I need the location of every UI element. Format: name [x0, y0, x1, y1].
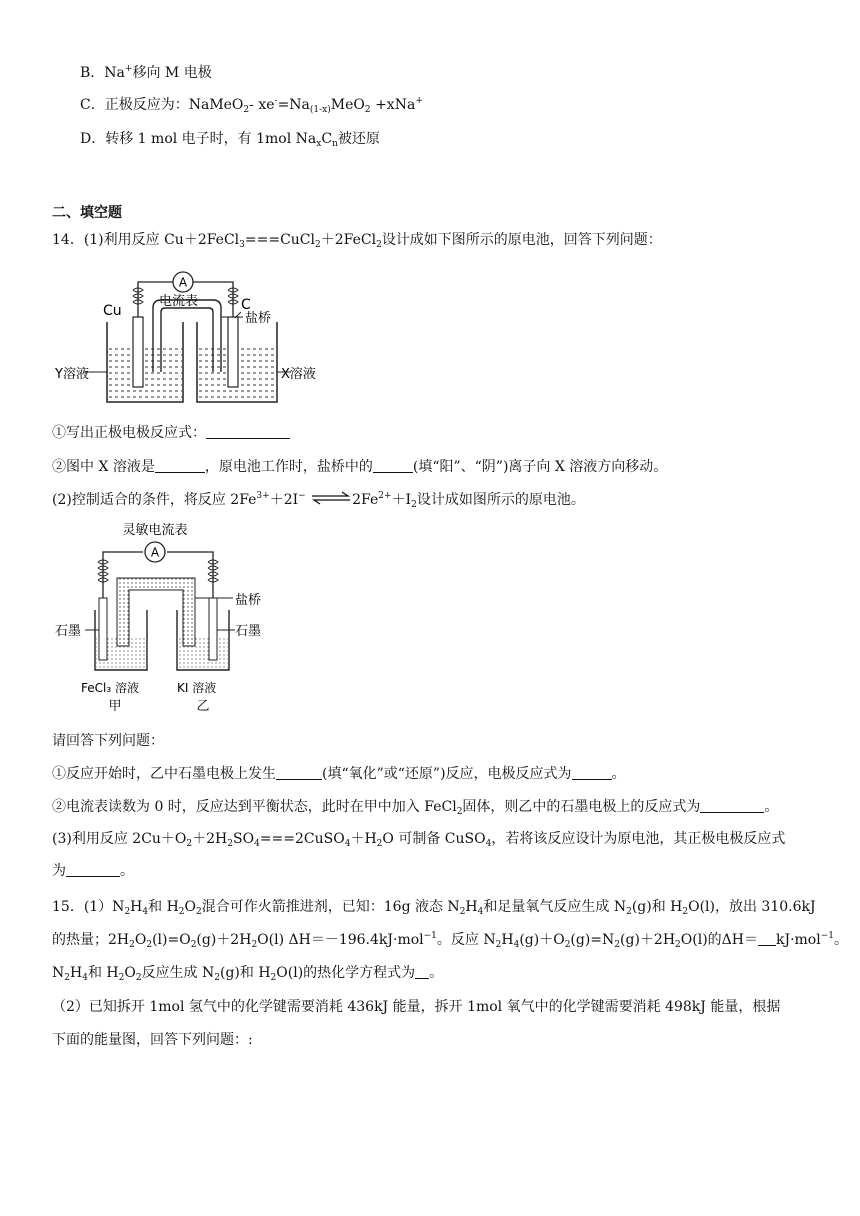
- label-graphite-right: 石墨: [235, 624, 262, 639]
- q14-1-1: ①写出正极电极反应式：: [52, 422, 290, 444]
- ammeter-symbol-2: A: [150, 545, 160, 560]
- section-title: 二、填空题: [52, 205, 122, 221]
- label-salt-bridge-2: 盐桥: [235, 593, 262, 608]
- q14-2-1: ①反应开始时，乙中石墨电极上发生 (填“氧化”或“还原”)反应，电极反应式为 。: [52, 766, 626, 782]
- q14-3: (3)利用反应 $2Cu+O_2+2H_2SO_4===2CuSO_4+H_2O$ 可制备 CuSO$_4$，若将该反应设计为原电池，其正极电极反应式: [52, 831, 786, 849]
- ammeter-symbol: A: [178, 275, 188, 290]
- q15-line4: （2）已知拆开 1mol 氢气中的化学键需要消耗 436kJ 能量，拆开 1mol 氧气中的化学键需要消耗 498kJ 能量，根据: [52, 999, 781, 1015]
- label-jia: 甲: [108, 699, 122, 714]
- option-b: B．Na+移向 M 电极: [80, 64, 212, 81]
- label-yi: 乙: [196, 699, 210, 714]
- q14-2-intro: (2)控制适合的条件，将反应 $2Fe^{3+}+2I^-$ $2Fe^{2+}+I_2$设计成如图所示的原电池。: [52, 491, 585, 510]
- q15-line2: 的热量；$2H_2O_2(l)=O_2(g)+2H_2O(l)$ ΔH＝－196.4kJ·mol$^{-1}$。反应 $N_2H_4(g)+O_2(g)=N_2(g)+2H_2O(l)$的ΔH＝ kJ·mol$^{-1}$。: [52, 931, 848, 950]
- q14-2-2: ②电流表读数为 0 时，反应达到平衡状态，此时在甲中加入 FeCl$_2$固体，则乙中的石墨电极上的反应式为 。: [52, 799, 779, 817]
- q14-2-prompt: 请回答下列问题：: [52, 733, 164, 749]
- galvanic-cell-figure-2: [55, 518, 262, 714]
- q14-1-2: ②图中 X 溶液是 ，原电池工作时，盐桥中的 (填“阳”、“阴”)离子向 X 溶液方向移动。: [52, 459, 668, 475]
- q15-line3: $N_2H_4$和 $H_2O_2$反应生成 $N_2(g)$和 $H_2O(l)$的热化学方程式为 。: [52, 965, 444, 983]
- option-c: C．正极反应为：NaMeO$_2$- $xe^-=Na_{(1-x)}MeO_2 +xNa^+$: [80, 96, 423, 115]
- q15-line5: 下面的能量图，回答下列问题：:: [52, 1032, 253, 1048]
- q14-intro: 14．(1)利用反应 Cu＋2FeCl$_3$===CuCl$_2$＋2FeCl$_2$设计成如下图所示的原电池，回答下列问题：: [52, 232, 662, 250]
- ammeter-label: 电流表: [159, 294, 199, 309]
- label-ki-solution: KI 溶液: [177, 681, 217, 695]
- galvanic-cell-figure-1: [55, 262, 335, 412]
- label-fecl3-solution: FeCl₃ 溶液: [81, 681, 139, 695]
- label-graphite-left: 石墨: [55, 624, 82, 639]
- label-y-solution: Y溶液: [55, 367, 89, 382]
- label-salt-bridge: 盐桥: [245, 311, 272, 326]
- option-d: D．转移 1 mol 电子时，有 1mol $Na_xC_n$被还原: [80, 131, 380, 149]
- label-cu: Cu: [103, 303, 122, 319]
- equilibrium-arrow-icon: [310, 492, 352, 504]
- label-c: C: [241, 297, 251, 313]
- label-x-solution: X溶液: [281, 367, 316, 382]
- q14-3-cont: 为 。: [52, 863, 134, 879]
- sensitive-ammeter-label: 灵敏电流表: [122, 523, 188, 538]
- q15-line1: 15．$(1)N_2H_4$和 $H_2O_2$混合可作火箭推进剂，已知：16g 液态 $N_2H_4$和足量氧气反应生成 $N_2(g)$和 $H_2O(l)$，放出 310.6kJ: [52, 899, 816, 917]
